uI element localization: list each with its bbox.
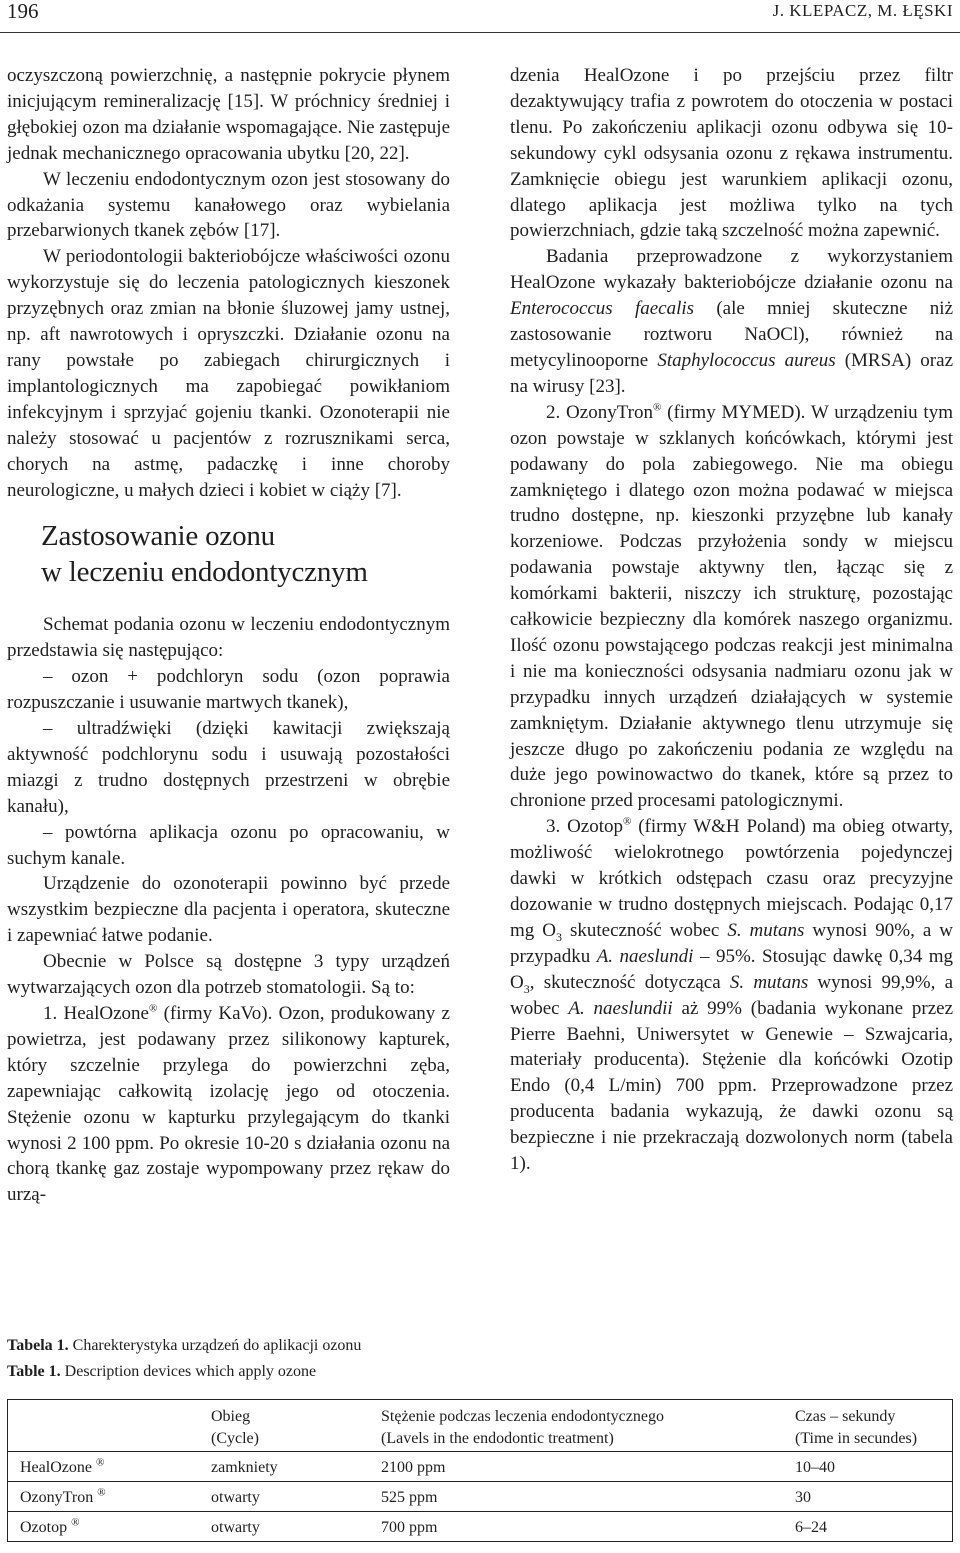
device-cell: HealOzone ® [20,1456,105,1476]
registered-mark: ® [623,815,632,828]
time-cell: 6–24 [783,1512,953,1542]
dash-list-item: – ozon + podchloryn sodu (ozon poprawia rozpuszczanie i usuwanie martwych tkanek), [7,666,450,714]
paragraph: 2. OzonyTron® (firmy MYMED). W urządzeniu tym ozon powstaje w szklanych końcówkach, którymi jest podawany do pola zabiegowego. Nie ma obiegu zamkniętego i dlatego ozon można podawać w miejsca trudno dostępne, np. kieszonki przyzębne lub kanały korzeniowe. Podczas przyłożenia sondy w miejscu podawania powstaje aktywny tlen, łącząc się z komórkami bakterii, niszczy ich strukturę, pozostając całkowicie bezpieczny dla komórek naszego organizmu. Ilość ozonu powstającego podczas reakcji jest minimalna i nie ma konieczności odsysania nadmiaru ozonu jak w przypadku innych urządzeń działających w systemie zamkniętym. Działanie aktywnego tlenu utrzymuje się jeszcze długo po zakończeniu podania ze względu na duże jego powinowactwo do tkanek, które są przez to chronione przed procesami patologicznymi. [510,401,953,812]
paragraph: Urządzenie do ozonoterapii powinno być przede wszystkim bezpieczne dla pacjenta i operatora, skuteczne i zapewniać łatwe podanie. [7,873,450,947]
paragraph: Badania przeprowadzone z wykorzystaniem HealOzone wykazały bakteriobójcze działanie ozonu na Enterococcus faecalis (ale mniej skuteczne niż zastosowanie roztworu NaOCl), również na metycylinooporne Staphylococcus aureus (MRSA) oraz na wirusy [23]. [510,246,954,397]
page-header [0,0,960,22]
header-rule [0,32,960,33]
table-captions [7,1333,361,1385]
registered-mark: ® [652,401,662,414]
paragraph: W leczeniu endodontycznym ozon jest stosowany do odkażania systemu kanałowego oraz wybielania przebarwionych tkanek zębów [17]. [7,168,450,242]
cycle-cell: otwarty [199,1512,369,1542]
device-cell: OzonyTron ® [8,1482,200,1512]
paragraph: dzenia HealOzone i po przejściu przez filtr dezaktywujący trafia z powrotem do otoczenia w postaci tlenu. Po zakończeniu aplikacji ozonu odbywa się 10-sekundowy cykl odsysania ozonu z rękawa instrumentu. Zamknięcie obiegu jest warunkiem aplikacji ozonu, dlatego aplikacja jest możliwa tylko na tych powierzchniach, gdzie taką szczelność można zapewnić. [510,65,953,242]
devices-table [7,1399,953,1542]
running-head: J. KLEPACZ, M. ŁĘSKI [772,1,953,20]
table-caption-pl: Tabela 1. Charekterystyka urządzeń do aplikacji ozonu [7,1337,362,1354]
paragraph: Obecnie w Polsce są dostępne 3 typy urządzeń wytwarzających ozon dla potrzeb stomatologii. Są to: [7,951,450,999]
table-row [8,1512,953,1542]
paragraph: 3. Ozotop® (firmy W&H Poland) ma obieg otwarty, możliwość wielokrotnego powtórzenia pojedynczej dawki w krótkich odstępach czasu oraz precyzyjne dozowanie w trudno dostępnych miejscach. Podając 0,17 mg $O_3$ skuteczność wobec S. mutans wynosi 90%, a w przypadku A. naeslundi – 95%. Stosując dawkę 0,34 mg $O_3$, skuteczność dotycząca S. mutans wynosi 99,9%, a wobec A. naeslundii aż 99% (badania wykonane przez Pierre Baehni, Uniwersytet w Genewie – Szwajcaria, materiały producenta). Stężenie dla końcówki Ozotip Endo (0,4 L/min) 700 ppm. Przeprowadzone przez producenta badania wykazują, że dawki ozonu są bezpieczne i nie przekraczają dozwolonych norm (tabela 1). [510,815,954,1175]
dash-list-item: – powtórna aplikacja ozonu po opracowaniu, w suchym kanale. [7,821,450,869]
concentration-cell: 700 ppm [369,1512,783,1542]
section-heading [41,518,450,590]
device-cell: Ozotop ® [8,1512,200,1542]
paragraph: Schemat podania ozonu w leczeniu endodontycznym przedstawia się następująco: [7,614,450,662]
table-header-cell [8,1400,200,1452]
concentration-cell: 2100 ppm [381,1459,446,1476]
cycle-cell: otwarty [199,1482,369,1512]
time-cell: 10–40 [795,1459,835,1476]
paragraph: oczyszczoną powierzchnię, a następnie pokrycie płynem inicjującym remineralizację [15]. W próchnicy średniej i głębokiej ozon ma działanie wspomagające. Nie zastępuje jednak mechanicznego opracowania ubytku [20, 22]. [7,65,450,164]
paragraph: W periodontologii bakteriobójcze właściwości ozonu wykorzystuje się do leczenia patologicznych kieszonek przyzębnych oraz zmian na błonie śluzowej jamy ustnej, np. aft nawrotowych i opryszczki. Działanie ozonu na rany powstałe po zabiegach chirurgicznych i implantologicznych ma zapobiegać powikłaniom infekcyjnym i sprzyjać gojeniu tkanki. Ozonoterapii nie należy stosować u pacjentów z rozrusznikami serca, chorych na astmę, padaczkę i inne choroby neurologiczne, u małych dzieci i kobiet w ciąży [7]. [7,246,450,501]
table-row [8,1482,953,1512]
dash-list-item: – ultradźwięki (dzięki kawitacji zwiększają aktywność podchlorynu sodu i usuwają pozostałości miazgi z trudno dostępnych przestrzeni w obrębie kanału), [7,718,450,817]
table-caption-en: Table 1. Description devices which apply ozone [7,1363,317,1380]
right-column [510,63,953,1177]
paragraph: 1. HealOzone® (firmy KaVo). Ozon, produkowany z powietrza, jest podawany przez silikonowy kapturek, który szczelnie przylega do powierzchni zęba, zapewniając całkowitą izolację jego od otoczenia. Stężenie ozonu w kapturku przylegającym do tkanki wynosi 2 100 ppm. Po okresie 10-20 s działania ozonu na chorą tkankę gaz zostaje wypompowany przez rękaw do urzą- [7,1002,450,1206]
page-number: 196 [7,0,39,23]
registered-mark: ® [148,1002,158,1015]
table-row [8,1452,953,1482]
table-header-cell: Czas – sekundy (Time in secundes) [783,1400,953,1452]
table-header-cell: Stężenie podczas leczenia endodontycznego (Lavels in the endodontic treatment) [369,1400,783,1452]
section-heading-line: Zastosowanie ozonu [41,520,275,553]
left-column [7,63,450,1208]
cycle-cell: zamkniety [211,1459,278,1476]
concentration-cell: 525 ppm [369,1482,783,1512]
table-header-row [8,1400,953,1452]
table-header-cell: Obieg (Cycle) [199,1400,369,1452]
section-heading-line: w leczeniu endodontycznym [41,556,368,589]
time-cell: 30 [783,1482,953,1512]
